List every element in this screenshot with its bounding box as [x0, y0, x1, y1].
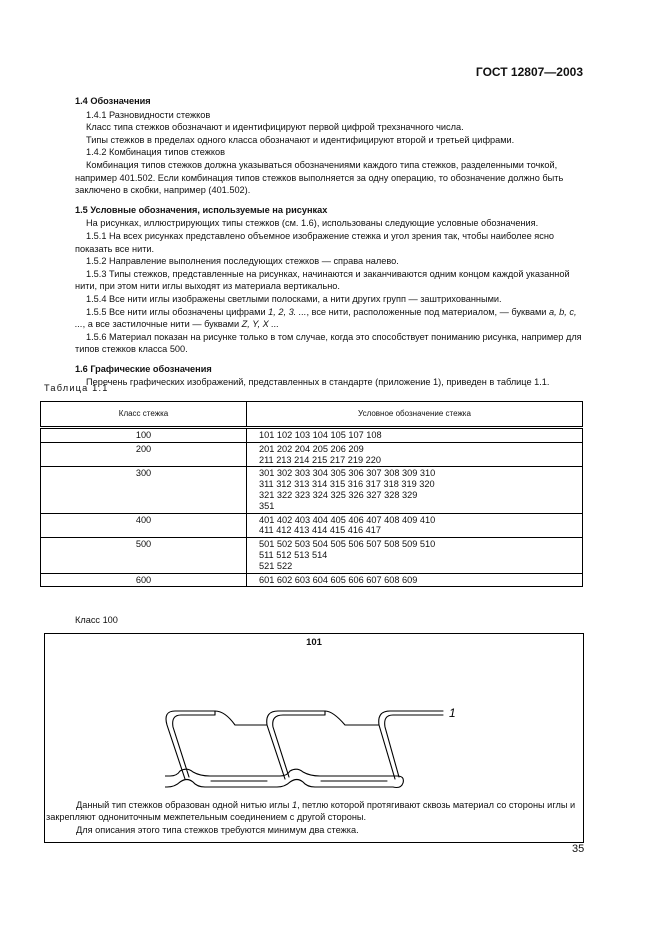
table-cell-class: 400 — [41, 513, 247, 538]
table-row — [41, 513, 583, 538]
chain-loop — [165, 769, 403, 787]
figure-description: Данный тип стежков образован одной нитью иглы 1, петлю которой протягивают сквозь материал со стороны иглы и закрепляют однониточным межпетельным соединением с другой стороны. Для описания этого типа стежков требуются минимум два стежка. — [46, 800, 576, 835]
table-row — [41, 538, 583, 573]
figure-box — [44, 633, 584, 843]
thread-tail — [405, 711, 443, 715]
body-text — [75, 95, 583, 389]
paragraph: 1.5.4 Все нити иглы изображены светлыми полосками, а нити других групп — заштрихованными. — [86, 293, 502, 304]
table-cell-class: 300 — [41, 467, 247, 513]
paragraph: 1.5.1 На всех рисунках представлено объемное изображение стежка и угол зрения так, чтобы наиболее ясно показать все нити. — [75, 230, 555, 254]
stitch-diagram — [165, 659, 505, 799]
table-caption: Таблица 1.1 — [44, 383, 109, 393]
stitch-class-table — [40, 401, 583, 587]
table-header: Условное обозначение стежка — [247, 402, 583, 428]
document-header: ГОСТ 12807—2003 — [475, 65, 583, 79]
paragraph: Класс типа стежков обозначают и идентифицируют первой цифрой трехзначного числа. — [86, 122, 464, 133]
needle-loop — [379, 711, 405, 779]
paragraph: 1.5.2 Направление выполнения последующих стежков — справа налево. — [86, 256, 399, 267]
figure-title: 101 — [306, 637, 322, 648]
class-label: Класс 100 — [75, 615, 118, 625]
table-cell-class: 100 — [41, 428, 247, 443]
needle-loop — [267, 711, 379, 779]
table-cell-codes: 201 202 204 205 206 209 211 213 214 215 217 219 220 — [247, 442, 583, 467]
heading-1-5: 1.5 Условные обозначения, используемые на рисунках — [75, 204, 328, 215]
table-cell-codes: 301 302 303 304 305 306 307 308 309 310 311 312 313 314 315 316 317 318 319 320 321 322 323 324 325 326 327 328 329 351 — [247, 467, 583, 513]
paragraph: 1.5.3 Типы стежков, представленные на рисунках, начинаются и заканчиваются одним концом каждой указанной нити, при этом нити иглы выходят из материала вертикально. — [75, 268, 570, 292]
table-row — [41, 442, 583, 467]
thread-label: 1 — [449, 706, 456, 720]
table-cell-class: 200 — [41, 442, 247, 467]
paragraph: Перечень графических изображений, представленных в стандарте (приложение 1), приведен в таблице 1.1. — [86, 377, 550, 388]
paragraph: 1.4.2 Комбинация типов стежков — [86, 147, 225, 158]
needle-loop — [166, 711, 267, 779]
table-cell-codes: 501 502 503 504 505 506 507 508 509 510 511 512 513 514 521 522 — [247, 538, 583, 573]
paragraph: 1.5.6 Материал показан на рисунке только в том случае, когда это способствует пониманию рисунка, например для типов стежков класса 500. — [75, 331, 582, 355]
heading-1-6: 1.6 Графические обозначения — [75, 363, 212, 374]
paragraph: На рисунках, иллюстрирующих типы стежков (см. 1.6), использованы следующие условные обозначения. — [86, 218, 539, 229]
table-cell-codes: 101 102 103 104 105 107 108 — [247, 428, 583, 443]
table-header: Класс стежка — [41, 402, 247, 428]
heading-1-4: 1.4 Обозначения — [75, 96, 151, 106]
paragraph: 1.4.1 Разновидности стежков — [86, 109, 211, 120]
table-cell-class: 600 — [41, 573, 247, 587]
page-number: 35 — [572, 843, 585, 855]
table-cell-codes: 401 402 403 404 405 406 407 408 409 410 411 412 413 414 415 416 417 — [247, 513, 583, 538]
paragraph: Комбинация типов стежков должна указываться обозначениями каждого типа стежков, разделенными точкой, например 401.502. Если комбинация типов стежков выполняется за одну операцию, то обозначение должно быть заключено в скобки, например (401.502). — [75, 159, 564, 196]
table-row — [41, 573, 583, 587]
table-row — [41, 467, 583, 513]
table-cell-codes: 601 602 603 604 605 606 607 608 609 — [247, 573, 583, 587]
table-row — [41, 428, 583, 443]
paragraph-1-5-5: 1.5.5 Все нити иглы обозначены цифрами 1, 2, 3. ..., все нити, расположенные под материалом, — буквами a, b, c, ..., а все застилочные нити — буквами Z, Y, X ... — [75, 306, 577, 330]
table-cell-class: 500 — [41, 538, 247, 573]
paragraph: Типы стежков в пределах одного класса обозначают и идентифицируют второй и третьей цифрами. — [86, 134, 515, 145]
